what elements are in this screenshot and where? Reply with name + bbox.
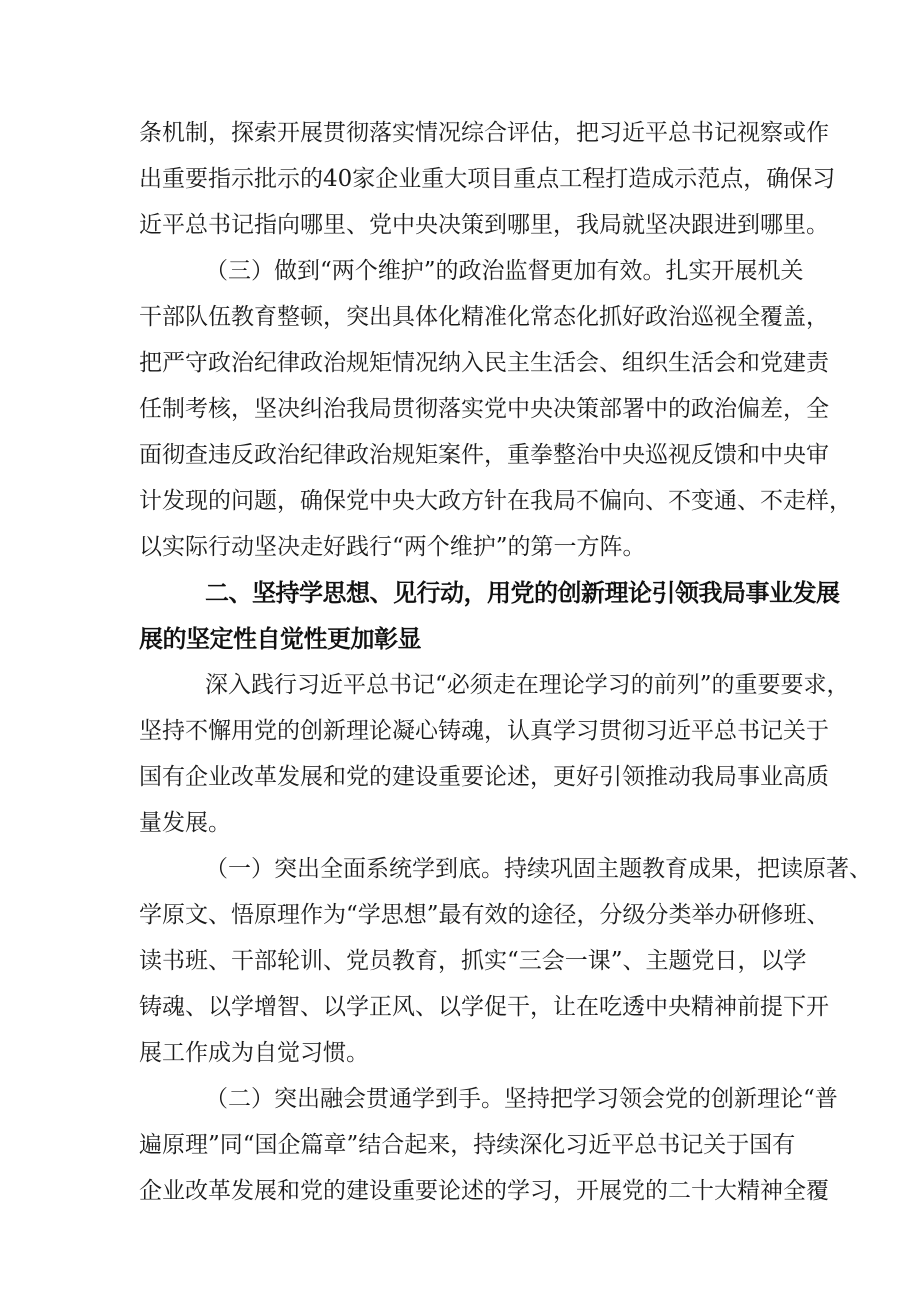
- text-line: 近平总书记指向哪里、党中央决策到哪里，我局就坚决跟进到哪里。: [139, 212, 829, 238]
- text-line: （三）做到“两个维护”的政治监督更加有效。扎实开展机关: [205, 258, 804, 284]
- paragraph-intro: [139, 662, 850, 846]
- text-line: 面彻查违反政治纪律政治规矩案件，重拳整治中央巡视反馈和中央审: [139, 442, 829, 468]
- heading-line: 展的坚定性自觉性更加彰显: [139, 625, 421, 653]
- text-line: 出重要指示批示的40家企业重大项目重点工程打造成示范点，确保习: [139, 166, 836, 192]
- text-line: （一）突出全面系统学到底。持续巩固主题教育成果，把读原著、: [205, 856, 872, 882]
- heading-line: 二、坚持学思想、见行动，用党的创新理论引领我局事业发展: [205, 579, 840, 607]
- paragraph-continuation: [139, 110, 836, 248]
- text-line: 量发展。: [139, 810, 231, 836]
- paragraph-political-supervision: [139, 248, 852, 570]
- text-line: 读书班、干部轮训、党员教育，抓实“三会一课”、主题党日，以学: [139, 948, 807, 974]
- text-line: 遍原理”同“国企篇章”结合起来，持续深化习近平总书记关于国有: [139, 1132, 796, 1158]
- text-line: 条机制，探索开展贯彻落实情况综合评估，把习近平总书记视察或作: [139, 120, 829, 146]
- section-heading: [139, 570, 840, 662]
- text-line: 任制考核，坚决纠治我局贯彻落实党中央决策部署中的政治偏差，全: [139, 396, 829, 422]
- paragraph-integrated-study: [139, 1076, 838, 1214]
- text-line: 国有企业改革发展和党的建设重要论述，更好引领推动我局事业高质: [139, 764, 829, 790]
- text-line: 坚持不懈用党的创新理论凝心铸魂，认真学习贯彻习近平总书记关于: [139, 718, 829, 744]
- text-line: 深入践行习近平总书记“必须走在理论学习的前列”的重要要求，: [205, 672, 850, 698]
- text-line: 把严守政治纪律政治规矩情况纳入民主生活会、组织生活会和党建责: [139, 350, 829, 376]
- text-line: 计发现的问题，确保党中央大政方针在我局不偏向、不变通、不走样，: [139, 488, 852, 514]
- text-line: 学原文、悟原理作为“学思想”最有效的途径，分级分类举办研修班、: [139, 902, 830, 928]
- text-line: （二）突出融会贯通学到手。坚持把学习领会党的创新理论“普: [205, 1086, 838, 1112]
- text-line: 干部队伍教育整顿，突出具体化精准化常态化抓好政治巡视全覆盖，: [139, 304, 829, 330]
- text-line: 以实际行动坚决走好践行“两个维护”的第一方阵。: [139, 534, 646, 560]
- text-line: 企业改革发展和党的建设重要论述的学习，开展党的二十大精神全覆: [139, 1178, 829, 1204]
- text-line: 展工作成为自觉习惯。: [139, 1040, 369, 1066]
- document-body: [139, 110, 872, 1214]
- text-line: 铸魂、以学增智、以学正风、以学促干，让在吃透中央精神前提下开: [139, 994, 829, 1020]
- paragraph-systematic-study: [139, 846, 872, 1076]
